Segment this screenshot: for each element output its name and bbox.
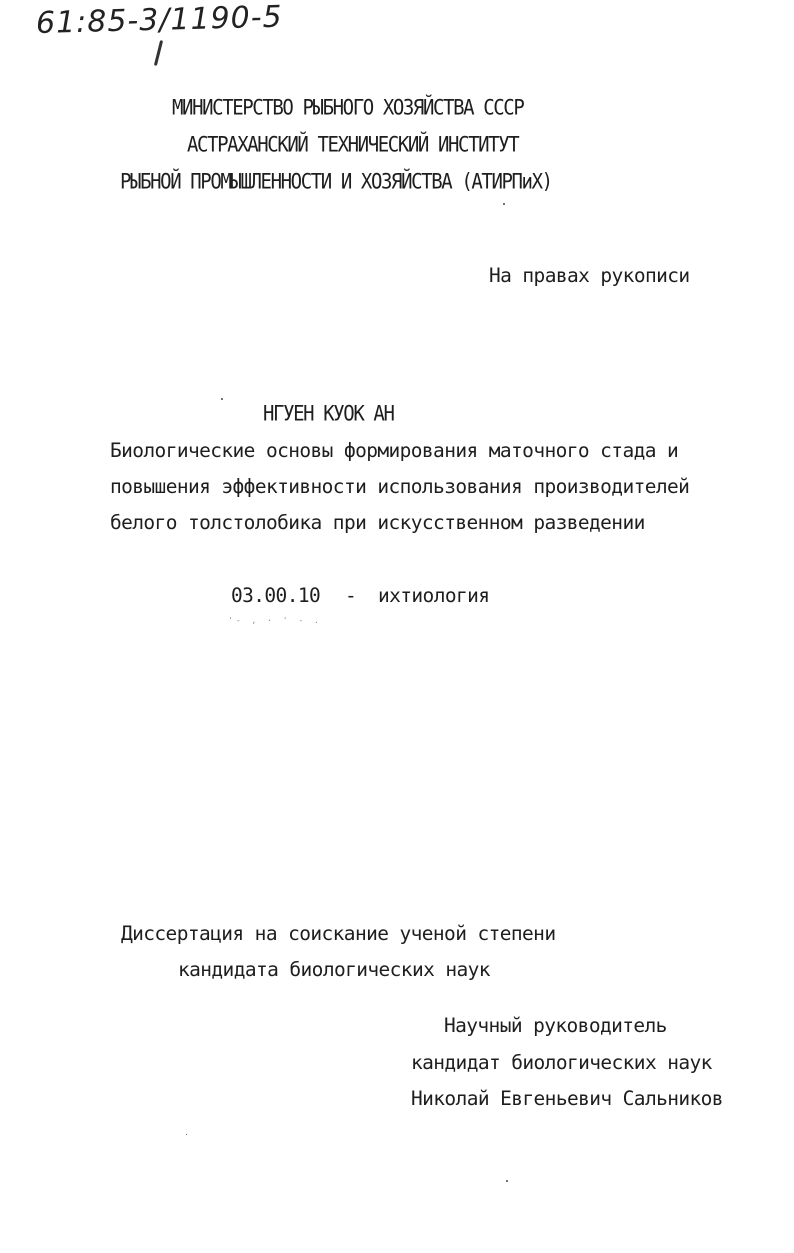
author-name: НГУЕН КУОК АН (263, 401, 394, 427)
dissertation-line-2: кандидата биологических наук (178, 958, 490, 981)
supervisor-name: Николай Евгеньевич Сальников (411, 1087, 723, 1110)
institute-line: АСТРАХАНСКИЙ ТЕХНИЧЕСКИЙ ИНСТИТУТ (187, 132, 519, 158)
dissertation-line-1: Диссертация на соискание ученой степени (121, 922, 556, 945)
manuscript-note: На правах рукописи (489, 264, 690, 287)
supervisor-degree: кандидат биологических наук (411, 1051, 712, 1074)
thesis-title-line-1: Биологические основы формирования маточного стада и (110, 439, 679, 462)
handwritten-stroke (154, 40, 163, 66)
scan-speck (503, 203, 505, 205)
thesis-title-line-3: белого толстолобика при искусственном разведении (110, 511, 645, 534)
supervisor-label: Научный руководитель (444, 1014, 667, 1037)
specialty-name: ихтиология (378, 584, 490, 607)
institute-line-2: РЫБНОЙ ПРОМЫШЛЕННОСТИ И ХОЗЯЙСТВА (АТИРПиХ) (120, 169, 552, 195)
scan-speck (186, 1134, 187, 1135)
scan-noise: '- , · ' - . (228, 616, 322, 625)
thesis-title-line-2: повышения эффективности использования производителей (110, 475, 690, 498)
handwritten-archive-code: 61:85-3/1190-5 (35, 0, 284, 41)
scan-speck (506, 1180, 508, 1182)
specialty-code: 03.00.10 (231, 584, 321, 607)
ministry-line: МИНИСТЕРСТВО РЫБНОГО ХОЗЯЙСТВА СССР (172, 95, 524, 121)
scan-speck (221, 398, 223, 400)
specialty-dash: - (345, 584, 357, 607)
